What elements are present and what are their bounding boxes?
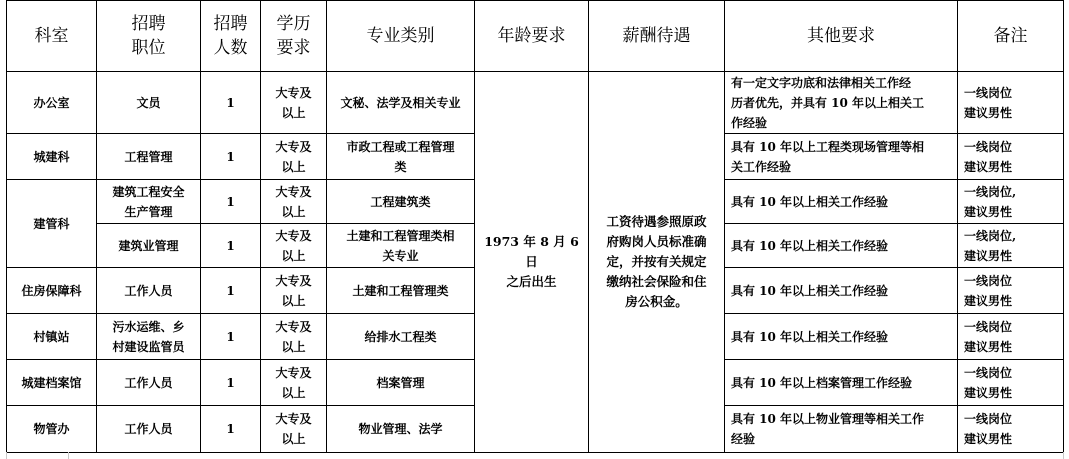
count-cell: 1 [201,72,261,134]
remark-cell: 一线岗位 建议男性 [958,72,1064,134]
header-position: 招聘 职位 [97,1,201,72]
other-requirement-cell: 具有 10 年以上相关工作经验 [725,314,958,360]
major-cell: 土建和工程管理类 [327,268,475,314]
other-requirement-cell: 具有 10 年以上相关工作经验 [725,180,958,224]
major-cell: 工程建筑类 [327,180,475,224]
dept-cell: 办公室 [7,72,97,134]
dept-cell: 城建科 [7,134,97,180]
dept-cell: 建管科 [7,180,97,268]
count-cell: 1 [201,314,261,360]
dept-cell: 物管办 [7,406,97,453]
remark-cell: 一线岗位 建议男性 [958,314,1064,360]
position-cell: 建筑工程安全 生产管理 [97,180,201,224]
header-education: 学历 要求 [261,1,327,72]
major-cell: 市政工程或工程管理 类 [327,134,475,180]
major-cell: 土建和工程管理类相 关专业 [327,224,475,268]
count-cell: 1 [201,134,261,180]
education-cell: 大专及 以上 [261,72,327,134]
header-row [7,1,1064,72]
remark-cell: 一线岗位, 建议男性 [958,180,1064,224]
education-cell: 大专及 以上 [261,314,327,360]
other-requirement-cell: 具有 10 年以上物业管理等相关工作 经验 [725,406,958,453]
major-cell: 物业管理、法学 [327,406,475,453]
dept-cell: 城建档案馆 [7,360,97,406]
dept-cell: 住房保障科 [7,268,97,314]
remark-cell: 一线岗位 建议男性 [958,406,1064,453]
count-cell: 1 [201,406,261,453]
header-salary: 薪酬待遇 [589,1,725,72]
salary-cell: 工资待遇参照原政 府购岗人员标准确 定，并按有关规定 缴纳社会保险和住 房公积金。 [589,72,725,453]
header-remark: 备注 [958,1,1064,72]
position-cell: 工程管理 [97,134,201,180]
age-requirement-cell: 1973 年 8 月 6 日 之后出生 [475,72,589,453]
other-requirement-cell: 具有 10 年以上档案管理工作经验 [725,360,958,406]
header-age: 年龄要求 [475,1,589,72]
header-other: 其他要求 [725,1,958,72]
remark-cell: 一线岗位 建议男性 [958,360,1064,406]
major-cell: 档案管理 [327,360,475,406]
other-requirement-cell: 具有 10 年以上相关工作经验 [725,268,958,314]
header-count: 招聘 人数 [201,1,261,72]
position-cell: 工作人员 [97,406,201,453]
page-edge-mark [1063,452,1064,459]
page-edge-mark [6,452,7,459]
count-cell: 1 [201,360,261,406]
recruitment-table [6,0,1064,453]
count-cell: 1 [201,180,261,224]
education-cell: 大专及 以上 [261,268,327,314]
major-cell: 给排水工程类 [327,314,475,360]
count-cell: 1 [201,268,261,314]
other-requirement-cell: 具有 10 年以上相关工作经验 [725,224,958,268]
table-row [7,72,1064,134]
header-major: 专业类别 [327,1,475,72]
page-edge-mark [68,452,69,459]
position-cell: 工作人员 [97,268,201,314]
education-cell: 大专及 以上 [261,180,327,224]
position-cell: 文员 [97,72,201,134]
position-cell: 工作人员 [97,360,201,406]
count-cell: 1 [201,224,261,268]
other-requirement-cell: 具有 10 年以上工程类现场管理等相 关工作经验 [725,134,958,180]
remark-cell: 一线岗位 建议男性 [958,268,1064,314]
other-requirement-cell: 有一定文字功底和法律相关工作经 历者优先，并具有 10 年以上相关工 作经验 [725,72,958,134]
major-cell: 文秘、法学及相关专业 [327,72,475,134]
education-cell: 大专及 以上 [261,406,327,453]
education-cell: 大专及 以上 [261,360,327,406]
remark-cell: 一线岗位, 建议男性 [958,224,1064,268]
header-dept: 科室 [7,1,97,72]
position-cell: 建筑业管理 [97,224,201,268]
education-cell: 大专及 以上 [261,134,327,180]
dept-cell: 村镇站 [7,314,97,360]
remark-cell: 一线岗位 建议男性 [958,134,1064,180]
position-cell: 污水运维、乡 村建设监管员 [97,314,201,360]
education-cell: 大专及 以上 [261,224,327,268]
